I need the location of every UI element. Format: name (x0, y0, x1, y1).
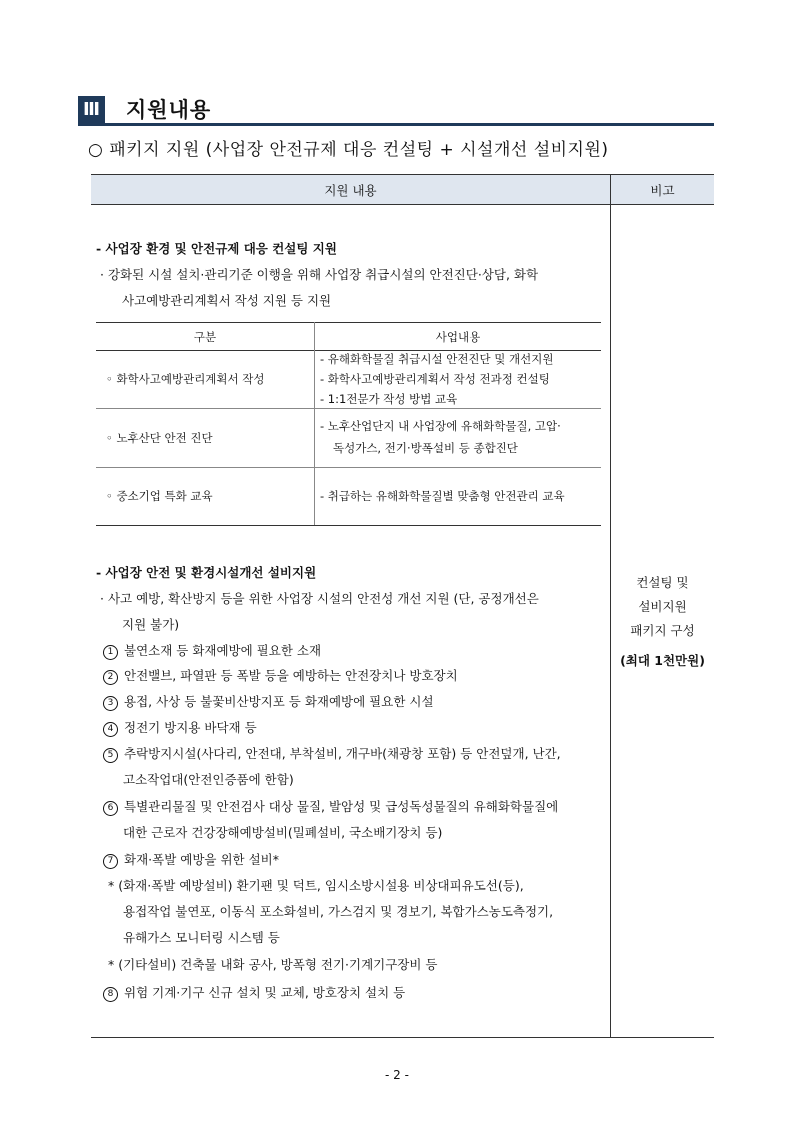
inner-column-divider (314, 322, 315, 525)
inner-row-divider (96, 467, 601, 468)
list-item (103, 692, 434, 711)
package-title: ○ 패키지 지원 (사업장 안전규제 대응 컨설팅 + 시설개선 설비지원) (88, 140, 609, 160)
remark-max-amount: (최대 1천만원) (620, 653, 705, 668)
circled-number: 6 (103, 801, 118, 816)
consulting-desc-line2: 사고예방관리계획서 작성 지원 등 지원 (122, 293, 332, 308)
table-bottom-rule (91, 1037, 714, 1038)
row-detail: - 유해화학물질 취급시설 안전진단 및 개선지원 (320, 352, 554, 366)
inner-header-details: 사업내용 (435, 330, 481, 344)
list-item-text: 불연소재 등 화재예방에 필요한 소재 (124, 643, 322, 658)
list-item-text: 용접, 사상 등 불꽃비산방지포 등 화재예방에 필요한 시설 (124, 694, 434, 709)
list-item (103, 666, 458, 685)
section-title: 지원내용 (126, 98, 212, 122)
remark-line: 설비지원 (638, 599, 687, 614)
list-item-text: 정전기 방지용 바닥재 등 (124, 720, 257, 735)
row-detail: - 화학사고예방관리계획서 작성 전과정 컨설팅 (320, 372, 550, 386)
list-item-text: 화재·폭발 예방을 위한 설비* (124, 852, 279, 867)
list-item-text: 특별관리물질 및 안전검사 대상 물질, 발암성 및 급성독성물질의 유해화학물질에 (124, 799, 559, 814)
circled-number: 8 (103, 987, 118, 1002)
header-support-content: 지원 내용 (324, 183, 377, 198)
row-detail: - 노후산업단지 내 사업장에 유해화학물질, 고압· (320, 419, 561, 433)
row-category: ◦ 노후산단 안전 진단 (106, 431, 213, 445)
list-item-text: 안전밸브, 파열판 등 폭발 등을 예방하는 안전장치나 방호장치 (124, 668, 458, 683)
list-item (103, 718, 257, 737)
circled-number: 5 (103, 748, 118, 763)
row-category: ◦ 화학사고예방관리계획서 작성 (106, 372, 265, 386)
list-item-text: 추락방지시설(사다리, 안전대, 부착설비, 개구바(채광창 포함) 등 안전덮개, 난간, (124, 746, 561, 761)
facility-desc-line1: · 사고 예방, 확산방지 등을 위한 사업장 시설의 안전성 개선 지원 (단, 공정개선은 (100, 591, 539, 606)
note-line: * (화재·폭발 예방설비) 환기팬 및 덕트, 임시소방시설용 비상대피유도선(등), (108, 878, 524, 893)
remark-line: 패키지 구성 (630, 623, 695, 638)
inner-table-bottom-rule (96, 525, 601, 526)
section-number: Ⅲ (78, 96, 105, 123)
page-number: - 2 - (385, 1068, 409, 1082)
list-item (103, 641, 321, 660)
row-detail: - 취급하는 유해화학물질별 맞춤형 안전관리 교육 (320, 489, 565, 503)
list-item-continuation: 고소작업대(안전인증품에 한함) (123, 772, 294, 787)
row-category: ◦ 중소기업 특화 교육 (106, 489, 213, 503)
circled-number: 2 (103, 670, 118, 685)
facility-desc-line2: 지원 불가) (122, 617, 180, 632)
list-item (103, 850, 279, 869)
note-line: 용접작업 불연포, 이동식 포소화설비, 가스검지 및 경보기, 복합가스농도측정기, (123, 904, 554, 919)
section-rule (78, 123, 714, 126)
row-detail: 독성가스, 전기·방폭설비 등 종합진단 (333, 441, 518, 455)
list-item (103, 983, 405, 1002)
list-item (103, 797, 558, 816)
list-item-text: 위험 기계·기구 신규 설치 및 교체, 방호장치 설치 등 (124, 985, 406, 1000)
remark-line: 컨설팅 및 (636, 575, 689, 590)
circled-number: 7 (103, 854, 118, 869)
circled-number: 3 (103, 696, 118, 711)
consulting-heading: - 사업장 환경 및 안전규제 대응 컨설팅 지원 (96, 241, 337, 256)
consulting-desc-line1: · 강화된 시설 설치·관리기준 이행을 위해 사업장 취급시설의 안전진단·상담, 화학 (100, 267, 539, 282)
inner-row-divider (96, 408, 601, 409)
table-header-rule (91, 204, 714, 205)
inner-table-top-rule (96, 322, 601, 323)
header-remark: 비고 (650, 183, 675, 198)
list-item (103, 744, 561, 763)
row-detail: - 1:1전문가 작성 방법 교육 (320, 392, 458, 406)
note-line: * (기타설비) 건축물 내화 공사, 방폭형 전기·기계기구장비 등 (108, 957, 438, 972)
circled-number: 4 (103, 722, 118, 737)
inner-header-category: 구분 (193, 330, 217, 344)
table-top-rule (91, 174, 714, 175)
circled-number: 1 (103, 645, 118, 660)
note-line: 유해가스 모니터링 시스템 등 (123, 930, 280, 945)
facility-heading: - 사업장 안전 및 환경시설개선 설비지원 (96, 565, 317, 580)
list-item-continuation: 대한 근로자 건강장해예방설비(밀폐설비, 국소배기장치 등) (123, 825, 443, 840)
